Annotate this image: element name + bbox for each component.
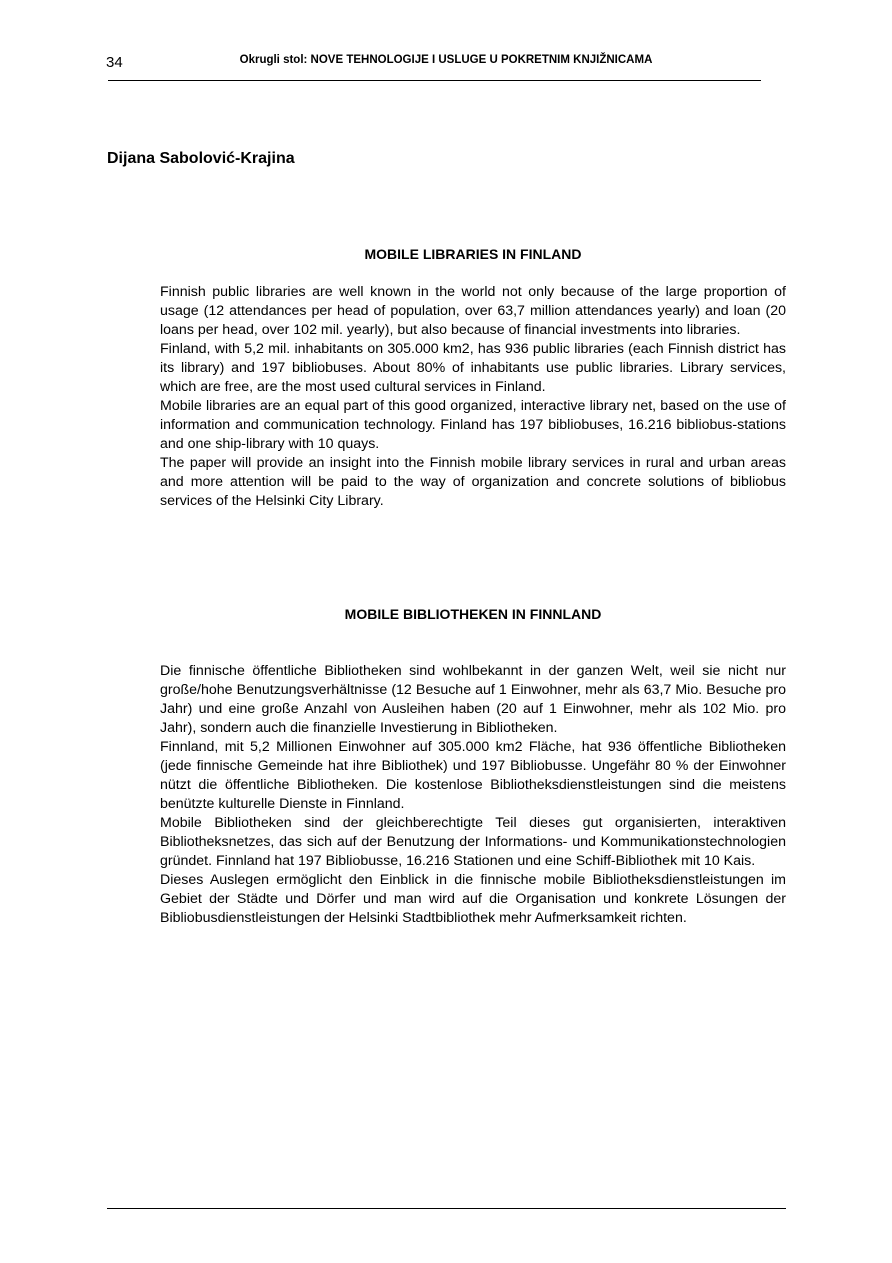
abstract-english xyxy=(160,283,786,511)
author-name: Dijana Sabolović-Krajina xyxy=(107,150,295,167)
running-header: Okrugli stol: NOVE TEHNOLOGIJE I USLUGE U POKRETNIM KNJIŽNICAMA xyxy=(239,54,653,66)
header-divider xyxy=(108,80,761,81)
page-number: 34 xyxy=(106,54,123,71)
abstract-paragraph: Finnland, mit 5,2 Millionen Einwohner auf 305.000 km2 Fläche, hat 936 öffentliche Bibliotheken (jede finnische Gemeinde hat ihre Bibliothek) und 197 Bibliobusse. Ungefähr 80 % der Einwohner nützt die öffentliche Bibliotheken. Die kostenlose Bibliotheksdienstleistungen sind die meistens benützte kulturelle Dienste in Finnland. xyxy=(160,739,786,812)
section-title-german: MOBILE BIBLIOTHEKEN IN FINNLAND xyxy=(344,606,602,622)
section-title-english: MOBILE LIBRARIES IN FINLAND xyxy=(364,246,582,262)
abstract-paragraph: Finland, with 5,2 mil. inhabitants on 305.000 km2, has 936 public libraries (each Finnish district has its library) and 197 bibliobuses. About 80% of inhabitants use public libraries. Library services, which are free, are the most used cultural services in Finland. xyxy=(160,341,786,395)
abstract-paragraph: Finnish public libraries are well known in the world not only because of the large proportion of usage (12 attendances per head of population, over 63,7 million attendances yearly) and loan (20 loans per head, over 102 mil. yearly), but also because of financial investments into libraries. xyxy=(160,284,786,338)
abstract-german xyxy=(160,662,786,928)
abstract-paragraph: Mobile Bibliotheken sind der gleichberechtigte Teil dieses gut organisierten, interaktiven Bibliotheksnetzes, das sich auf der Benutzung der Informations- und Kommunikationstechnologien gründet. Finnland hat 197 Bibliobusse, 16.216 Stationen und eine Schiff-Bibliothek mit 10 Kais. xyxy=(160,815,786,869)
abstract-paragraph: Die finnische öffentliche Bibliotheken sind wohlbekannt in der ganzen Welt, weil sie nicht nur große/hohe Benutzungsverhältnisse (12 Besuche auf 1 Einwohner, mehr als 63,7 Mio. Besuche pro Jahr) und eine große Anzahl von Ausleihen haben (20 auf 1 Einwohner, mehr als 102 Mio. pro Jahr), sondern auch die finanzielle Investierung in Bibliotheken. xyxy=(160,663,786,736)
abstract-paragraph: The paper will provide an insight into the Finnish mobile library services in rural and urban areas and more attention will be paid to the way of organization and concrete solutions of bibliobus services of the Helsinki City Library. xyxy=(160,455,786,509)
footer-divider xyxy=(107,1208,786,1209)
abstract-paragraph: Dieses Auslegen ermöglicht den Einblick in die finnische mobile Bibliotheksdienstleistungen im Gebiet der Städte und Dörfer und man wird auf die Organisation und konkrete Lösungen der Bibliobusdienstleistungen der Helsinki Stadtbibliothek mehr Aufmerksamkeit richten. xyxy=(160,872,786,926)
abstract-paragraph: Mobile libraries are an equal part of this good organized, interactive library net, based on the use of information and communication technology. Finland has 197 bibliobuses, 16.216 bibliobus-stations and one ship-library with 10 quays. xyxy=(160,398,786,452)
